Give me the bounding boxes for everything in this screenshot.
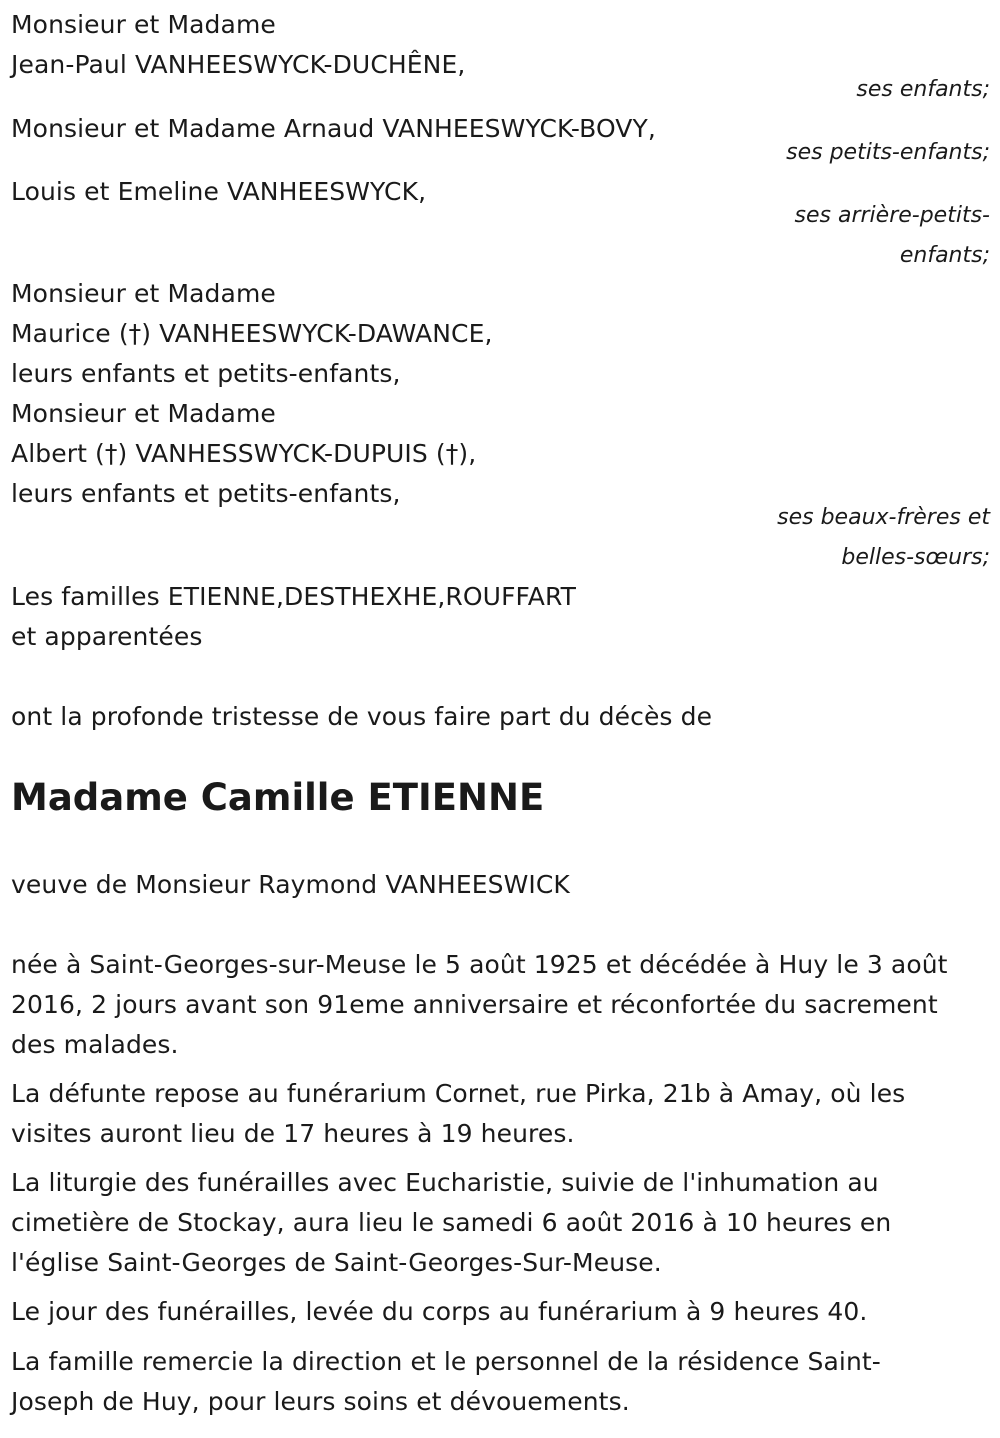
families-line-1: Les familles ETIENNE,DESTHEXHE,ROUFFART [11,582,576,611]
paragraph-birth-line: 2016, 2 jours avant son 91eme anniversaire et réconfortée du sacrement [11,990,938,1019]
inlaws-line: Albert (†) VANHESSWYCK-DUPUIS (†), [11,439,477,468]
grandchildren-line: Monsieur et Madame Arnaud VANHEESWYCK-BOVY, [11,114,656,143]
deceased-name: Madame Camille ETIENNE [11,776,545,819]
inlaws-line: Monsieur et Madame [11,399,276,428]
paragraph-departure-line: Le jour des funérailles, levée du corps au funérarium à 9 heures 40. [11,1297,868,1326]
relation-inlaws-2: belles-sœurs; [841,545,990,570]
paragraph-birth-line: née à Saint-Georges-sur-Meuse le 5 août 1925 et décédée à Huy le 3 août [11,950,948,979]
paragraph-funeral-line: l'église Saint-Georges de Saint-Georges-Sur-Meuse. [11,1248,662,1277]
relation-grandchildren: ses petits-enfants; [786,140,990,165]
paragraph-funeral-line: cimetière de Stockay, aura lieu le samedi 6 août 2016 à 10 heures en [11,1208,892,1237]
announcement-text: ont la profonde tristesse de vous faire part du décès de [11,702,713,731]
children-line-1: Monsieur et Madame [11,10,276,39]
paragraph-thanks-line: Joseph de Huy, pour leurs soins et dévouements. [11,1387,630,1416]
great-grandchildren-line: Louis et Emeline VANHEESWYCK, [11,177,427,206]
paragraph-visitation-line: visites auront lieu de 17 heures à 19 heures. [11,1119,575,1148]
inlaws-line: leurs enfants et petits-enfants, [11,359,401,388]
families-line-2: et apparentées [11,622,203,651]
widow-of-text: veuve de Monsieur Raymond VANHEESWICK [11,870,570,899]
paragraph-birth-line: des malades. [11,1030,179,1059]
paragraph-funeral-line: La liturgie des funérailles avec Eucharistie, suivie de l'inhumation au [11,1168,879,1197]
relation-great-grandchildren-2: enfants; [899,243,990,268]
relation-inlaws-1: ses beaux-frères et [777,505,990,530]
relation-children: ses enfants; [856,77,990,102]
paragraph-thanks-line: La famille remercie la direction et le personnel de la résidence Saint- [11,1347,881,1376]
inlaws-line: Monsieur et Madame [11,279,276,308]
relation-great-grandchildren-1: ses arrière-petits- [794,203,990,228]
paragraph-visitation-line: La défunte repose au funérarium Cornet, rue Pirka, 21b à Amay, où les [11,1079,906,1108]
children-line-2: Jean-Paul VANHEESWYCK-DUCHÊNE, [11,50,466,79]
inlaws-line: leurs enfants et petits-enfants, [11,479,401,508]
inlaws-line: Maurice (†) VANHEESWYCK-DAWANCE, [11,319,493,348]
